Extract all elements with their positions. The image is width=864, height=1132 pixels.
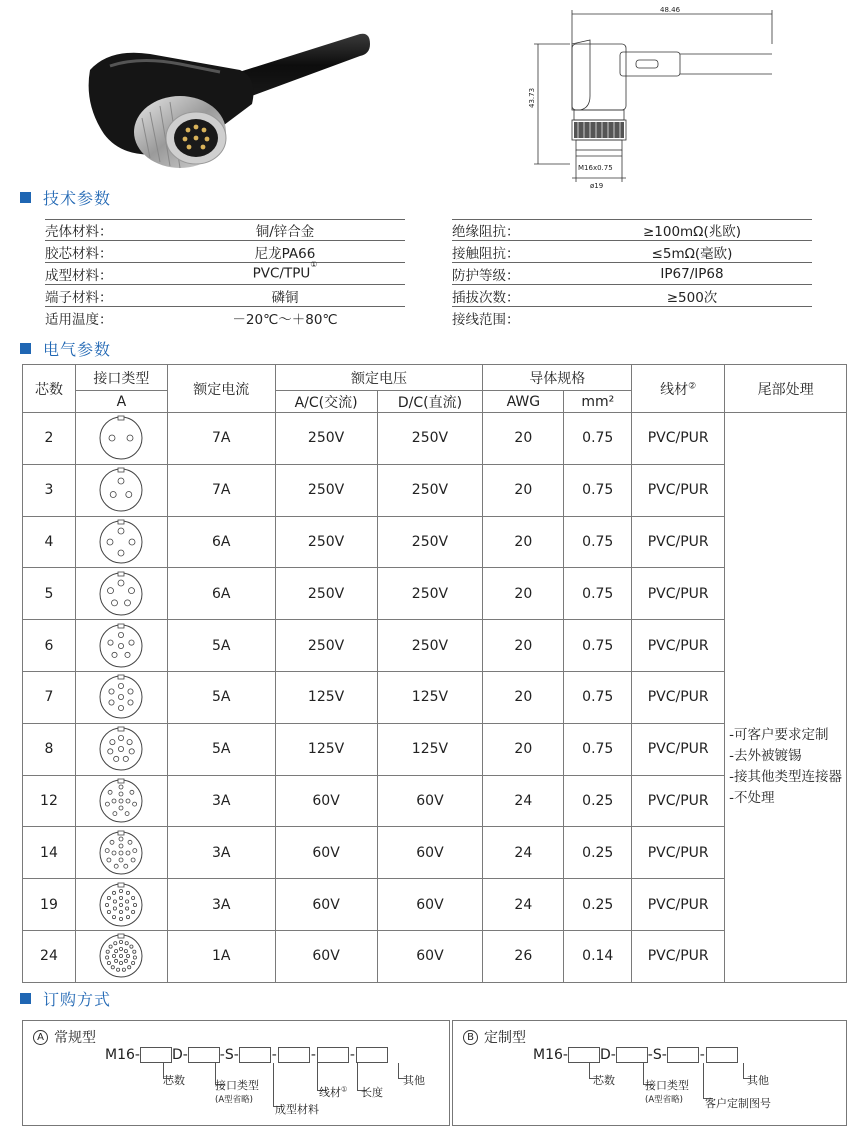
- cell-mm2: 0.25: [564, 827, 632, 879]
- cell-wire: PVC/PUR: [632, 723, 725, 775]
- param-label: 适用温度：: [45, 312, 113, 328]
- cell-awg: 24: [483, 879, 564, 931]
- connector-photo: [70, 8, 390, 176]
- cell-mm2: 0.75: [564, 464, 632, 516]
- section-marker-icon: [20, 192, 31, 203]
- param-row: [452, 219, 812, 241]
- cell-wire: PVC/PUR: [632, 516, 725, 568]
- cell-pin-layout: [75, 413, 167, 465]
- code-box-other: [706, 1047, 738, 1063]
- param-value: ≥100mΩ(兆欧): [642, 224, 742, 240]
- order-standard-box: [22, 1020, 450, 1126]
- cell-awg: 20: [483, 671, 564, 723]
- cell-current: 3A: [167, 775, 275, 827]
- param-value: ≥500次: [666, 289, 718, 306]
- th-voltage: 额定电压: [275, 365, 483, 391]
- code-box-mold: [239, 1047, 271, 1063]
- cell-dc: 125V: [377, 723, 483, 775]
- cell-awg: 20: [483, 413, 564, 465]
- cell-mm2: 0.14: [564, 930, 632, 982]
- section-order-title: 订购方式: [43, 989, 112, 1009]
- param-label: 插拔次数：: [452, 289, 520, 306]
- cell-ac: 250V: [275, 568, 377, 620]
- cell-dc: 60V: [377, 775, 483, 827]
- param-row: [452, 241, 812, 263]
- cell-cores: 3: [23, 464, 76, 516]
- cell-ac: 250V: [275, 413, 377, 465]
- cell-pin-layout: [75, 671, 167, 723]
- table-row: [23, 827, 847, 879]
- label-other: 其他: [747, 1074, 769, 1087]
- label-cores: 芯数: [163, 1074, 185, 1087]
- param-row: [45, 285, 405, 307]
- cell-wire: PVC/PUR: [632, 930, 725, 982]
- param-value: PVC/TPU①: [252, 260, 318, 282]
- order-standard-title: A 常规型: [33, 1027, 96, 1047]
- cell-cores: 2: [23, 413, 76, 465]
- table-row: [23, 620, 847, 672]
- th-dc: D/C(直流): [377, 391, 483, 413]
- param-row: [45, 219, 405, 241]
- th-ac: A/C(交流): [275, 391, 377, 413]
- th-awg: AWG: [483, 391, 564, 413]
- param-label: 接线范围：: [452, 312, 520, 328]
- dim-width: 48.46: [660, 6, 681, 14]
- pin-layout-icon: [98, 726, 144, 772]
- table-row: [23, 775, 847, 827]
- code-box-cores: [568, 1047, 600, 1063]
- th-type-sub: A: [75, 391, 167, 413]
- cell-current: 7A: [167, 413, 275, 465]
- param-row: [45, 260, 405, 285]
- cell-ac: 125V: [275, 723, 377, 775]
- cell-cores: 7: [23, 671, 76, 723]
- cell-mm2: 0.75: [564, 516, 632, 568]
- cell-wire: PVC/PUR: [632, 620, 725, 672]
- th-conductor: 导体规格: [483, 365, 632, 391]
- cell-current: 6A: [167, 568, 275, 620]
- section-marker-icon: [20, 343, 31, 354]
- cell-cores: 24: [23, 930, 76, 982]
- pin-layout-icon: [98, 519, 144, 565]
- circle-a-icon: A: [33, 1030, 48, 1045]
- cell-ac: 60V: [275, 775, 377, 827]
- param-label: 防护等级：: [452, 267, 520, 284]
- table-row: [23, 723, 847, 775]
- cell-mm2: 0.75: [564, 620, 632, 672]
- cell-wire: PVC/PUR: [632, 827, 725, 879]
- cell-awg: 20: [483, 568, 564, 620]
- param-row: [45, 241, 405, 263]
- cell-current: 1A: [167, 930, 275, 982]
- param-value: 铜/锌合金: [255, 224, 315, 240]
- cell-ac: 60V: [275, 827, 377, 879]
- cell-current: 7A: [167, 464, 275, 516]
- cell-cores: 19: [23, 879, 76, 931]
- cell-current: 3A: [167, 879, 275, 931]
- dim-thread: M16x0.75: [578, 164, 613, 172]
- param-row: [452, 307, 812, 329]
- cell-mm2: 0.75: [564, 723, 632, 775]
- param-value: 尼龙PA66: [254, 245, 316, 262]
- cell-ac: 250V: [275, 516, 377, 568]
- cell-mm2: 0.25: [564, 775, 632, 827]
- cell-current: 5A: [167, 671, 275, 723]
- cell-current: 5A: [167, 723, 275, 775]
- code-box-other: [356, 1047, 388, 1063]
- pin-layout-icon: [98, 415, 144, 461]
- pin-layout-icon: [98, 882, 144, 928]
- table-row: [23, 464, 847, 516]
- electrical-table: [22, 364, 847, 983]
- cell-cores: 8: [23, 723, 76, 775]
- code-box-wire: [278, 1047, 310, 1063]
- cell-dc: 60V: [377, 827, 483, 879]
- table-row: [23, 516, 847, 568]
- tail-option: -不处理: [729, 790, 775, 807]
- pin-layout-icon: [98, 830, 144, 876]
- cell-dc: 125V: [377, 671, 483, 723]
- cell-pin-layout: [75, 620, 167, 672]
- cell-ac: 250V: [275, 620, 377, 672]
- table-row: [23, 879, 847, 931]
- pin-layout-icon: [98, 623, 144, 669]
- cell-mm2: 0.25: [564, 879, 632, 931]
- param-label: 胶芯材料：: [45, 245, 113, 262]
- cell-pin-layout: [75, 827, 167, 879]
- cell-ac: 60V: [275, 930, 377, 982]
- label-mold: 成型材料: [275, 1103, 319, 1116]
- param-label: 壳体材料：: [45, 224, 113, 240]
- code-box-type: [188, 1047, 220, 1063]
- cell-wire: PVC/PUR: [632, 671, 725, 723]
- cell-tail-options: [725, 413, 847, 983]
- pin-layout-icon: [98, 467, 144, 513]
- cell-ac: 250V: [275, 464, 377, 516]
- section-elec-title: 电气参数: [43, 339, 112, 359]
- cell-wire: PVC/PUR: [632, 413, 725, 465]
- th-cores: 芯数: [23, 365, 76, 413]
- tail-option: -可客户要求定制: [729, 727, 829, 744]
- tech-params-left: [45, 219, 405, 329]
- cell-awg: 20: [483, 516, 564, 568]
- th-current: 额定电流: [167, 365, 275, 413]
- cell-pin-layout: [75, 516, 167, 568]
- code-box-custom: [667, 1047, 699, 1063]
- circle-b-icon: B: [463, 1030, 478, 1045]
- cell-cores: 4: [23, 516, 76, 568]
- pin-layout-icon: [98, 778, 144, 824]
- cell-cores: 5: [23, 568, 76, 620]
- label-cores: 芯数: [593, 1074, 615, 1087]
- pin-layout-icon: [98, 933, 144, 979]
- cell-dc: 250V: [377, 568, 483, 620]
- param-value: ≤5mΩ(毫欧): [651, 245, 733, 262]
- section-tech-header: [20, 186, 111, 208]
- th-wire: 线材②: [632, 365, 725, 413]
- cell-cores: 6: [23, 620, 76, 672]
- order-custom-title: B 定制型: [463, 1027, 526, 1047]
- param-label: 端子材料：: [45, 289, 113, 306]
- section-tech-title: 技术参数: [43, 188, 112, 208]
- label-other: 其他: [403, 1074, 425, 1087]
- cell-wire: PVC/PUR: [632, 775, 725, 827]
- cell-mm2: 0.75: [564, 568, 632, 620]
- cell-dc: 250V: [377, 413, 483, 465]
- cell-pin-layout: [75, 879, 167, 931]
- param-value: －20℃～＋80℃: [232, 312, 338, 328]
- th-mm2: mm²: [564, 391, 632, 413]
- label-type: 接口类型 (A型省略): [645, 1079, 689, 1105]
- cell-awg: 20: [483, 620, 564, 672]
- order-custom-code: M16- D- -S- -: [533, 1045, 738, 1065]
- table-row: [23, 930, 847, 982]
- code-box-cores: [140, 1047, 172, 1063]
- cell-current: 6A: [167, 516, 275, 568]
- cell-mm2: 0.75: [564, 671, 632, 723]
- cell-cores: 12: [23, 775, 76, 827]
- tail-option: -接其他类型连接器: [729, 769, 843, 786]
- cell-mm2: 0.75: [564, 413, 632, 465]
- cell-dc: 250V: [377, 464, 483, 516]
- th-type: 接口类型: [75, 365, 167, 391]
- cell-wire: PVC/PUR: [632, 464, 725, 516]
- dim-diameter: ø19: [590, 182, 604, 190]
- cell-dc: 60V: [377, 930, 483, 982]
- param-value: 磷铜: [271, 289, 299, 306]
- pin-layout-icon: [98, 571, 144, 617]
- label-type: 接口类型 (A型省略): [215, 1079, 259, 1105]
- cell-ac: 60V: [275, 879, 377, 931]
- section-order-header: [20, 987, 111, 1009]
- pin-layout-icon: [98, 674, 144, 720]
- cell-pin-layout: [75, 775, 167, 827]
- label-wire: 线材①: [319, 1085, 348, 1099]
- cell-dc: 60V: [377, 879, 483, 931]
- cell-dc: 250V: [377, 516, 483, 568]
- param-row: [452, 263, 812, 285]
- cell-awg: 24: [483, 775, 564, 827]
- cell-pin-layout: [75, 723, 167, 775]
- param-row: [452, 285, 812, 307]
- dim-height: 43.73: [528, 87, 536, 108]
- table-row: [23, 671, 847, 723]
- order-standard-code: M16- D- -S- - - -: [105, 1045, 388, 1065]
- cell-awg: 20: [483, 723, 564, 775]
- cell-awg: 26: [483, 930, 564, 982]
- label-custom-drawing: 客户定制图号: [705, 1097, 771, 1110]
- cell-current: 5A: [167, 620, 275, 672]
- cell-current: 3A: [167, 827, 275, 879]
- dimension-drawing: [520, 4, 780, 190]
- param-value: IP67/IP68: [660, 265, 724, 282]
- cell-ac: 125V: [275, 671, 377, 723]
- th-tail: 尾部处理: [725, 365, 847, 413]
- cell-cores: 14: [23, 827, 76, 879]
- tech-params-right: [452, 219, 812, 329]
- param-row: [45, 307, 405, 329]
- param-label: 接触阻抗：: [452, 245, 520, 262]
- cell-pin-layout: [75, 568, 167, 620]
- cell-wire: PVC/PUR: [632, 568, 725, 620]
- section-marker-icon: [20, 993, 31, 1004]
- cell-wire: PVC/PUR: [632, 879, 725, 931]
- cell-dc: 250V: [377, 620, 483, 672]
- param-label: 绝缘阻抗：: [452, 224, 520, 240]
- table-row: [23, 568, 847, 620]
- label-length: 长度: [361, 1086, 383, 1099]
- section-elec-header: [20, 337, 111, 359]
- cell-pin-layout: [75, 930, 167, 982]
- tail-option: -去外被镀锡: [729, 748, 802, 765]
- cell-pin-layout: [75, 464, 167, 516]
- code-box-length: [317, 1047, 349, 1063]
- cell-awg: 20: [483, 464, 564, 516]
- order-custom-box: [452, 1020, 847, 1126]
- code-box-type: [616, 1047, 648, 1063]
- param-label: 成型材料：: [45, 267, 113, 284]
- cell-awg: 24: [483, 827, 564, 879]
- table-row: [23, 413, 847, 465]
